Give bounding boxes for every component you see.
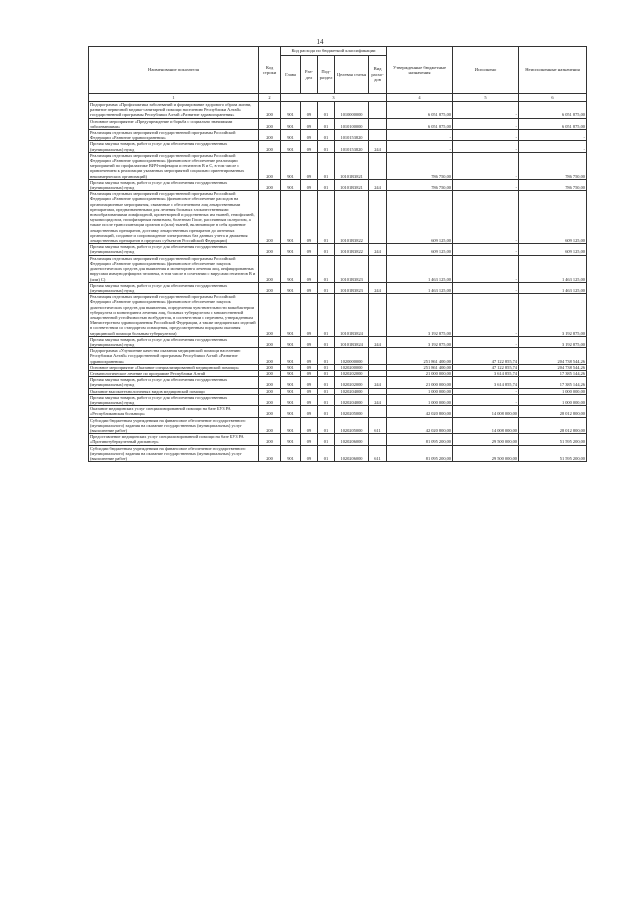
expense-type-code [369,102,387,119]
unexecuted-amount: 204 738 544,26 [519,348,587,365]
section-code: 09 [301,445,318,462]
row-code: 200 [259,141,281,152]
header-unexecuted: Неисполненные назначения [519,47,587,94]
executed-amount: - [453,282,519,293]
target-code: 1010100000 [335,118,369,129]
executed-amount: 29 500 000,00 [453,445,519,462]
section-code: 09 [301,388,318,394]
table-row [89,179,587,190]
approved-amount: 251 861 400,00 [387,364,453,370]
section-code: 09 [301,130,318,141]
approved-amount: 3 192 875,00 [387,294,453,337]
section-code: 09 [301,434,318,445]
chapter-code: 901 [281,434,301,445]
row-code: 200 [259,130,281,141]
expense-type-code [369,434,387,445]
expense-type-code: 244 [369,244,387,255]
row-code: 200 [259,348,281,365]
table-row [89,282,587,293]
header-approved: Утвержденные бюджетные назначения [387,47,453,94]
unexecuted-amount: 1 000 000,00 [519,388,587,394]
expense-type-code [369,118,387,129]
chapter-code: 901 [281,336,301,347]
approved-amount: 21 000 000,00 [387,377,453,388]
column-number: 2 [259,94,281,102]
subsection-code: 01 [318,130,335,141]
executed-amount: 47 122 855,74 [453,364,519,370]
target-code: 10101R3823 [335,255,369,282]
budget-execution-table [88,46,587,462]
table-row [89,434,587,445]
approved-amount: 81 095 200,00 [387,434,453,445]
page-number: 14 [316,38,324,46]
executed-amount: - [453,394,519,405]
row-name: Оказание высокотехнологичных видов медицинской помощи [89,388,259,394]
expense-type-code: 244 [369,336,387,347]
chapter-code: 901 [281,294,301,337]
subsection-code: 01 [318,336,335,347]
row-code: 200 [259,336,281,347]
executed-amount: 29 500 000,00 [453,434,519,445]
target-code: 1010153820 [335,141,369,152]
subsection-code: 01 [318,179,335,190]
unexecuted-amount: 609 125,00 [519,191,587,244]
row-name: Реализация отдельных мероприятий государственной программы Российской Федерации «Развитие здравоохранения» (финансовое обеспечение закупок диагностических средств для выявления, определения чувствительности микобактерии туберкулеза и мониторинга лечения лиц, больных туберкулезом с множественной лекарственной устойчивостью возбудителя, в соответствии с перечнем, утвержденным Министерством здравоохранения Российской Федерации, а также медицинских изделий в соответствии со стандартом оснащения, предусмотренным порядком оказания медицинской помощи больным туберкулезом) [89,294,259,337]
approved-amount: 1 000 000,00 [387,388,453,394]
chapter-code: 901 [281,191,301,244]
approved-amount: 609 125,00 [387,191,453,244]
row-code: 200 [259,282,281,293]
target-code: 10101R3824 [335,294,369,337]
expense-type-code: 244 [369,394,387,405]
approved-amount: 1 463 125,00 [387,282,453,293]
unexecuted-amount: 51 595 200,00 [519,445,587,462]
row-name: Основное мероприятие «Оказание специализированной медицинской помощи» [89,364,259,370]
subsection-code: 01 [318,141,335,152]
column-number: 6 [519,94,587,102]
expense-type-code [369,152,387,179]
target-code: 1020206000 [335,434,369,445]
row-name: Прочая закупка товаров, работ и услуг для обеспечения государственных (муниципальных) нужд [89,244,259,255]
section-code: 09 [301,348,318,365]
row-name: Прочая закупка товаров, работ и услуг для обеспечения государственных (муниципальных) нужд [89,394,259,405]
target-code: 1020200000 [335,364,369,370]
target-code: 10101R3822 [335,244,369,255]
table-row [89,417,587,434]
row-name: Прочая закупка товаров, работ и услуг для обеспечения государственных (муниципальных) нужд [89,336,259,347]
executed-amount: - [453,118,519,129]
row-name: Субсидии бюджетным учреждениям на финансовое обеспечение государственного (муниципального) задания на оказание государственных (муниципальных) услуг (выполнение работ) [89,445,259,462]
column-number: 4 [387,94,453,102]
unexecuted-amount: 28 012 800,00 [519,406,587,417]
chapter-code: 901 [281,255,301,282]
row-code: 200 [259,370,281,376]
approved-amount: 42 020 800,00 [387,417,453,434]
table-row [89,255,587,282]
unexecuted-amount: 6 051 875,00 [519,102,587,119]
subsection-code: 01 [318,294,335,337]
table-row [89,406,587,417]
executed-amount: - [453,255,519,282]
unexecuted-amount: 28 012 800,00 [519,417,587,434]
chapter-code: 901 [281,364,301,370]
row-name: Реализация отдельных мероприятий государственной программы Российской Федерации «Развитие здравоохранения» (финансовое обеспечение расходов на организационные мероприятия, связанные с обеспечением лиц лекарственными препаратами, предназначенными для лечения больных злокачественными новообразованиями лимфоидной, кроветворной и родственных им тканей, гемофилией, муковисцидозом, гипофизарным нанизмом, болезнью Гоше, рассеянным склерозом, а также после трансплантации органов и (или) тканей, включающие в себя хранение лекарственных препаратов, доставку лекарственных препаратов до аптечных организаций, создание и сопровождение электронных баз данных учета и движения лекарственных препаратов в пределах субъектов Российской Федерации) [89,191,259,244]
target-code: 1020204000 [335,394,369,405]
unexecuted-amount: 1 463 125,00 [519,282,587,293]
executed-amount: 14 008 000,00 [453,406,519,417]
table-row [89,141,587,152]
expense-type-code: 244 [369,377,387,388]
table-row [89,348,587,365]
row-code: 200 [259,118,281,129]
executed-amount: 3 614 855,74 [453,377,519,388]
section-code: 09 [301,406,318,417]
executed-amount: - [453,130,519,141]
row-name: Прочая закупка товаров, работ и услуг для обеспечения государственных (муниципальных) нужд [89,282,259,293]
row-code: 200 [259,294,281,337]
unexecuted-amount: - [519,141,587,152]
header-section: Раз-дел [301,56,318,94]
approved-amount: - [387,141,453,152]
section-code: 09 [301,141,318,152]
approved-amount: 1 000 000,00 [387,394,453,405]
header-executed: Исполнено [453,47,519,94]
header-name: Наименование показателя [89,47,259,94]
header-row-code: Код строки [259,47,281,94]
approved-amount: 251 861 400,00 [387,348,453,365]
subsection-code: 01 [318,118,335,129]
executed-amount: 47 122 855,74 [453,348,519,365]
row-name: Реализация отдельных мероприятий государственной программы Российской Федерации «Развитие здравоохранения» (финансовое обеспечение реализации мероприятий по профилактике ВИЧ-инфекции и гепатитов В и С, в том числе с привлечением к реализации указанных мероприятий социально ориентированных некоммерческих организаций) [89,152,259,179]
table-row [89,118,587,129]
target-code: 1020205000 [335,417,369,434]
row-name: Реализация отдельных мероприятий государственной программы Российской Федерации «Развитие здравоохранения» (финансовое обеспечение закупок диагностических средств для выявления и мониторинга лечения лиц, инфицированных вирусами иммунодефицита человека, в том числе в сочетании с вирусами гепатитов В и (или) С) [89,255,259,282]
table-row [89,152,587,179]
row-name: Прочая закупка товаров, работ и услуг для обеспечения государственных (муниципальных) нужд [89,377,259,388]
row-code: 200 [259,244,281,255]
approved-amount: 786 750,00 [387,179,453,190]
subsection-code: 01 [318,445,335,462]
expense-type-code [369,406,387,417]
row-code: 200 [259,179,281,190]
row-code: 200 [259,377,281,388]
chapter-code: 901 [281,244,301,255]
approved-amount: 6 051 875,00 [387,118,453,129]
chapter-code: 901 [281,394,301,405]
subsection-code: 01 [318,348,335,365]
target-code: 1020205000 [335,406,369,417]
approved-amount: - [387,130,453,141]
chapter-code: 901 [281,118,301,129]
section-code: 09 [301,102,318,119]
approved-amount: 6 051 875,00 [387,102,453,119]
table-row [89,394,587,405]
chapter-code: 901 [281,377,301,388]
target-code: 1020202000 [335,377,369,388]
target-code: 1020000000 [335,348,369,365]
row-name: Подпрограмма «Улучшение качества оказания медицинской помощи населению Республики Алтай» государственной программы Республики Алтай «Развитие здравоохранения» [89,348,259,365]
unexecuted-amount: 786 750,00 [519,152,587,179]
subsection-code: 01 [318,364,335,370]
section-code: 09 [301,417,318,434]
header-chapter: Глава [281,56,301,94]
row-name: Подпрограмма «Профилактика заболеваний и формирование здорового образа жизни, развитие первичной медико-санитарной помощи населению Республики Алтай» государственной программы Республики Алтай «Развитие здравоохранения» [89,102,259,119]
section-code: 09 [301,255,318,282]
target-code: 10101R3821 [335,152,369,179]
approved-amount: 609 125,00 [387,244,453,255]
row-name: Прочая закупка товаров, работ и услуг для обеспечения государственных (муниципальных) нужд [89,179,259,190]
unexecuted-amount: 3 192 875,00 [519,336,587,347]
section-code: 09 [301,336,318,347]
section-code: 09 [301,282,318,293]
expense-type-code [369,348,387,365]
unexecuted-amount: - [519,130,587,141]
section-code: 09 [301,394,318,405]
target-code: 1010000000 [335,102,369,119]
executed-amount: - [453,141,519,152]
expense-type-code: 611 [369,417,387,434]
approved-amount: 81 095 200,00 [387,445,453,462]
table-row [89,294,587,337]
chapter-code: 901 [281,102,301,119]
header-expense-code: Код расхода по бюджетной классификации [281,47,387,56]
approved-amount: 1 463 125,00 [387,255,453,282]
approved-amount: 786 750,00 [387,152,453,179]
section-code: 09 [301,244,318,255]
unexecuted-amount: 3 192 875,00 [519,294,587,337]
target-code: 10101R3824 [335,336,369,347]
row-code: 200 [259,434,281,445]
chapter-code: 901 [281,370,301,376]
unexecuted-amount: 1 463 125,00 [519,255,587,282]
row-code: 200 [259,102,281,119]
section-code: 09 [301,364,318,370]
chapter-code: 901 [281,445,301,462]
unexecuted-amount: 17 385 144,26 [519,377,587,388]
subsection-code: 01 [318,434,335,445]
header-expense-type: Вид расхо-дов [369,56,387,94]
executed-amount: - [453,294,519,337]
table-row [89,191,587,244]
expense-type-code [369,294,387,337]
target-code: 10101R3821 [335,179,369,190]
unexecuted-amount: 6 051 875,00 [519,118,587,129]
subsection-code: 01 [318,191,335,244]
expense-type-code: 611 [369,445,387,462]
header-subsection: Под-раздел [318,56,335,94]
table-row [89,445,587,462]
chapter-code: 901 [281,406,301,417]
unexecuted-amount: 1 000 000,00 [519,394,587,405]
expense-type-code: 244 [369,179,387,190]
header-target: Целевая статья [335,56,369,94]
section-code: 09 [301,370,318,376]
row-name: Оказание медицинских услуг специализированной помощи на базе БУЗ РА «Республиканская больница» [89,406,259,417]
subsection-code: 01 [318,377,335,388]
row-name: Субсидии бюджетным учреждениям на финансовое обеспечение государственного (муниципального) задания на оказание государственных (муниципальных) услуг (выполнение работ) [89,417,259,434]
subsection-code: 01 [318,388,335,394]
section-code: 09 [301,191,318,244]
row-name: Предоставление медицинских услуг специализированной помощи на базе БУЗ РА «Противотуберкулезный диспансер» [89,434,259,445]
table-row [89,377,587,388]
section-code: 09 [301,118,318,129]
executed-amount: - [453,191,519,244]
executed-amount: - [453,388,519,394]
executed-amount: - [453,244,519,255]
table-row [89,130,587,141]
executed-amount: - [453,152,519,179]
row-name: Реализация отдельных мероприятий государственной программы Российской Федерации «Развитие здравоохранения» [89,130,259,141]
column-number: 1 [89,94,259,102]
section-code: 09 [301,152,318,179]
table-row [89,244,587,255]
target-code: 10101R3823 [335,282,369,293]
expense-type-code: 244 [369,282,387,293]
executed-amount: 3 614 855,74 [453,370,519,376]
executed-amount: - [453,336,519,347]
row-name: Прочая закупка товаров, работ и услуг для обеспечения государственных (муниципальных) нужд [89,141,259,152]
approved-amount: 42 020 800,00 [387,406,453,417]
executed-amount: - [453,179,519,190]
approved-amount: 3 192 875,00 [387,336,453,347]
target-code: 1020202000 [335,370,369,376]
chapter-code: 901 [281,141,301,152]
chapter-code: 901 [281,417,301,434]
table-row [89,102,587,119]
row-name: Основное мероприятие «Предупреждение и борьба с социально значимыми заболеваниями» [89,118,259,129]
chapter-code: 901 [281,282,301,293]
subsection-code: 01 [318,244,335,255]
target-code: 10101R3822 [335,191,369,244]
unexecuted-amount: 204 738 544,26 [519,364,587,370]
row-code: 200 [259,255,281,282]
column-number: 3 [281,94,387,102]
target-code: 1020206000 [335,445,369,462]
unexecuted-amount: 51 595 200,00 [519,434,587,445]
target-code: 1010153820 [335,130,369,141]
subsection-code: 01 [318,394,335,405]
expense-type-code [369,255,387,282]
expense-type-code [369,130,387,141]
unexecuted-amount: 609 125,00 [519,244,587,255]
chapter-code: 901 [281,152,301,179]
chapter-code: 901 [281,130,301,141]
subsection-code: 01 [318,417,335,434]
subsection-code: 01 [318,102,335,119]
expense-type-code [369,191,387,244]
row-code: 200 [259,388,281,394]
chapter-code: 901 [281,388,301,394]
row-code: 200 [259,152,281,179]
chapter-code: 901 [281,179,301,190]
section-code: 09 [301,179,318,190]
unexecuted-amount: 17 385 144,26 [519,370,587,376]
section-code: 09 [301,377,318,388]
row-code: 200 [259,417,281,434]
row-code: 200 [259,406,281,417]
subsection-code: 01 [318,406,335,417]
unexecuted-amount: 786 750,00 [519,179,587,190]
column-number: 5 [453,94,519,102]
row-code: 200 [259,364,281,370]
row-code: 200 [259,445,281,462]
subsection-code: 01 [318,282,335,293]
chapter-code: 901 [281,348,301,365]
approved-amount: 21 000 000,00 [387,370,453,376]
row-code: 200 [259,191,281,244]
table-row [89,336,587,347]
row-name: Стоматологическое лечение по программе Республики Алтай [89,370,259,376]
executed-amount: 14 008 000,00 [453,417,519,434]
section-code: 09 [301,294,318,337]
subsection-code: 01 [318,255,335,282]
row-code: 200 [259,394,281,405]
subsection-code: 01 [318,370,335,376]
executed-amount: - [453,102,519,119]
subsection-code: 01 [318,152,335,179]
expense-type-code: 244 [369,141,387,152]
target-code: 1020204000 [335,388,369,394]
